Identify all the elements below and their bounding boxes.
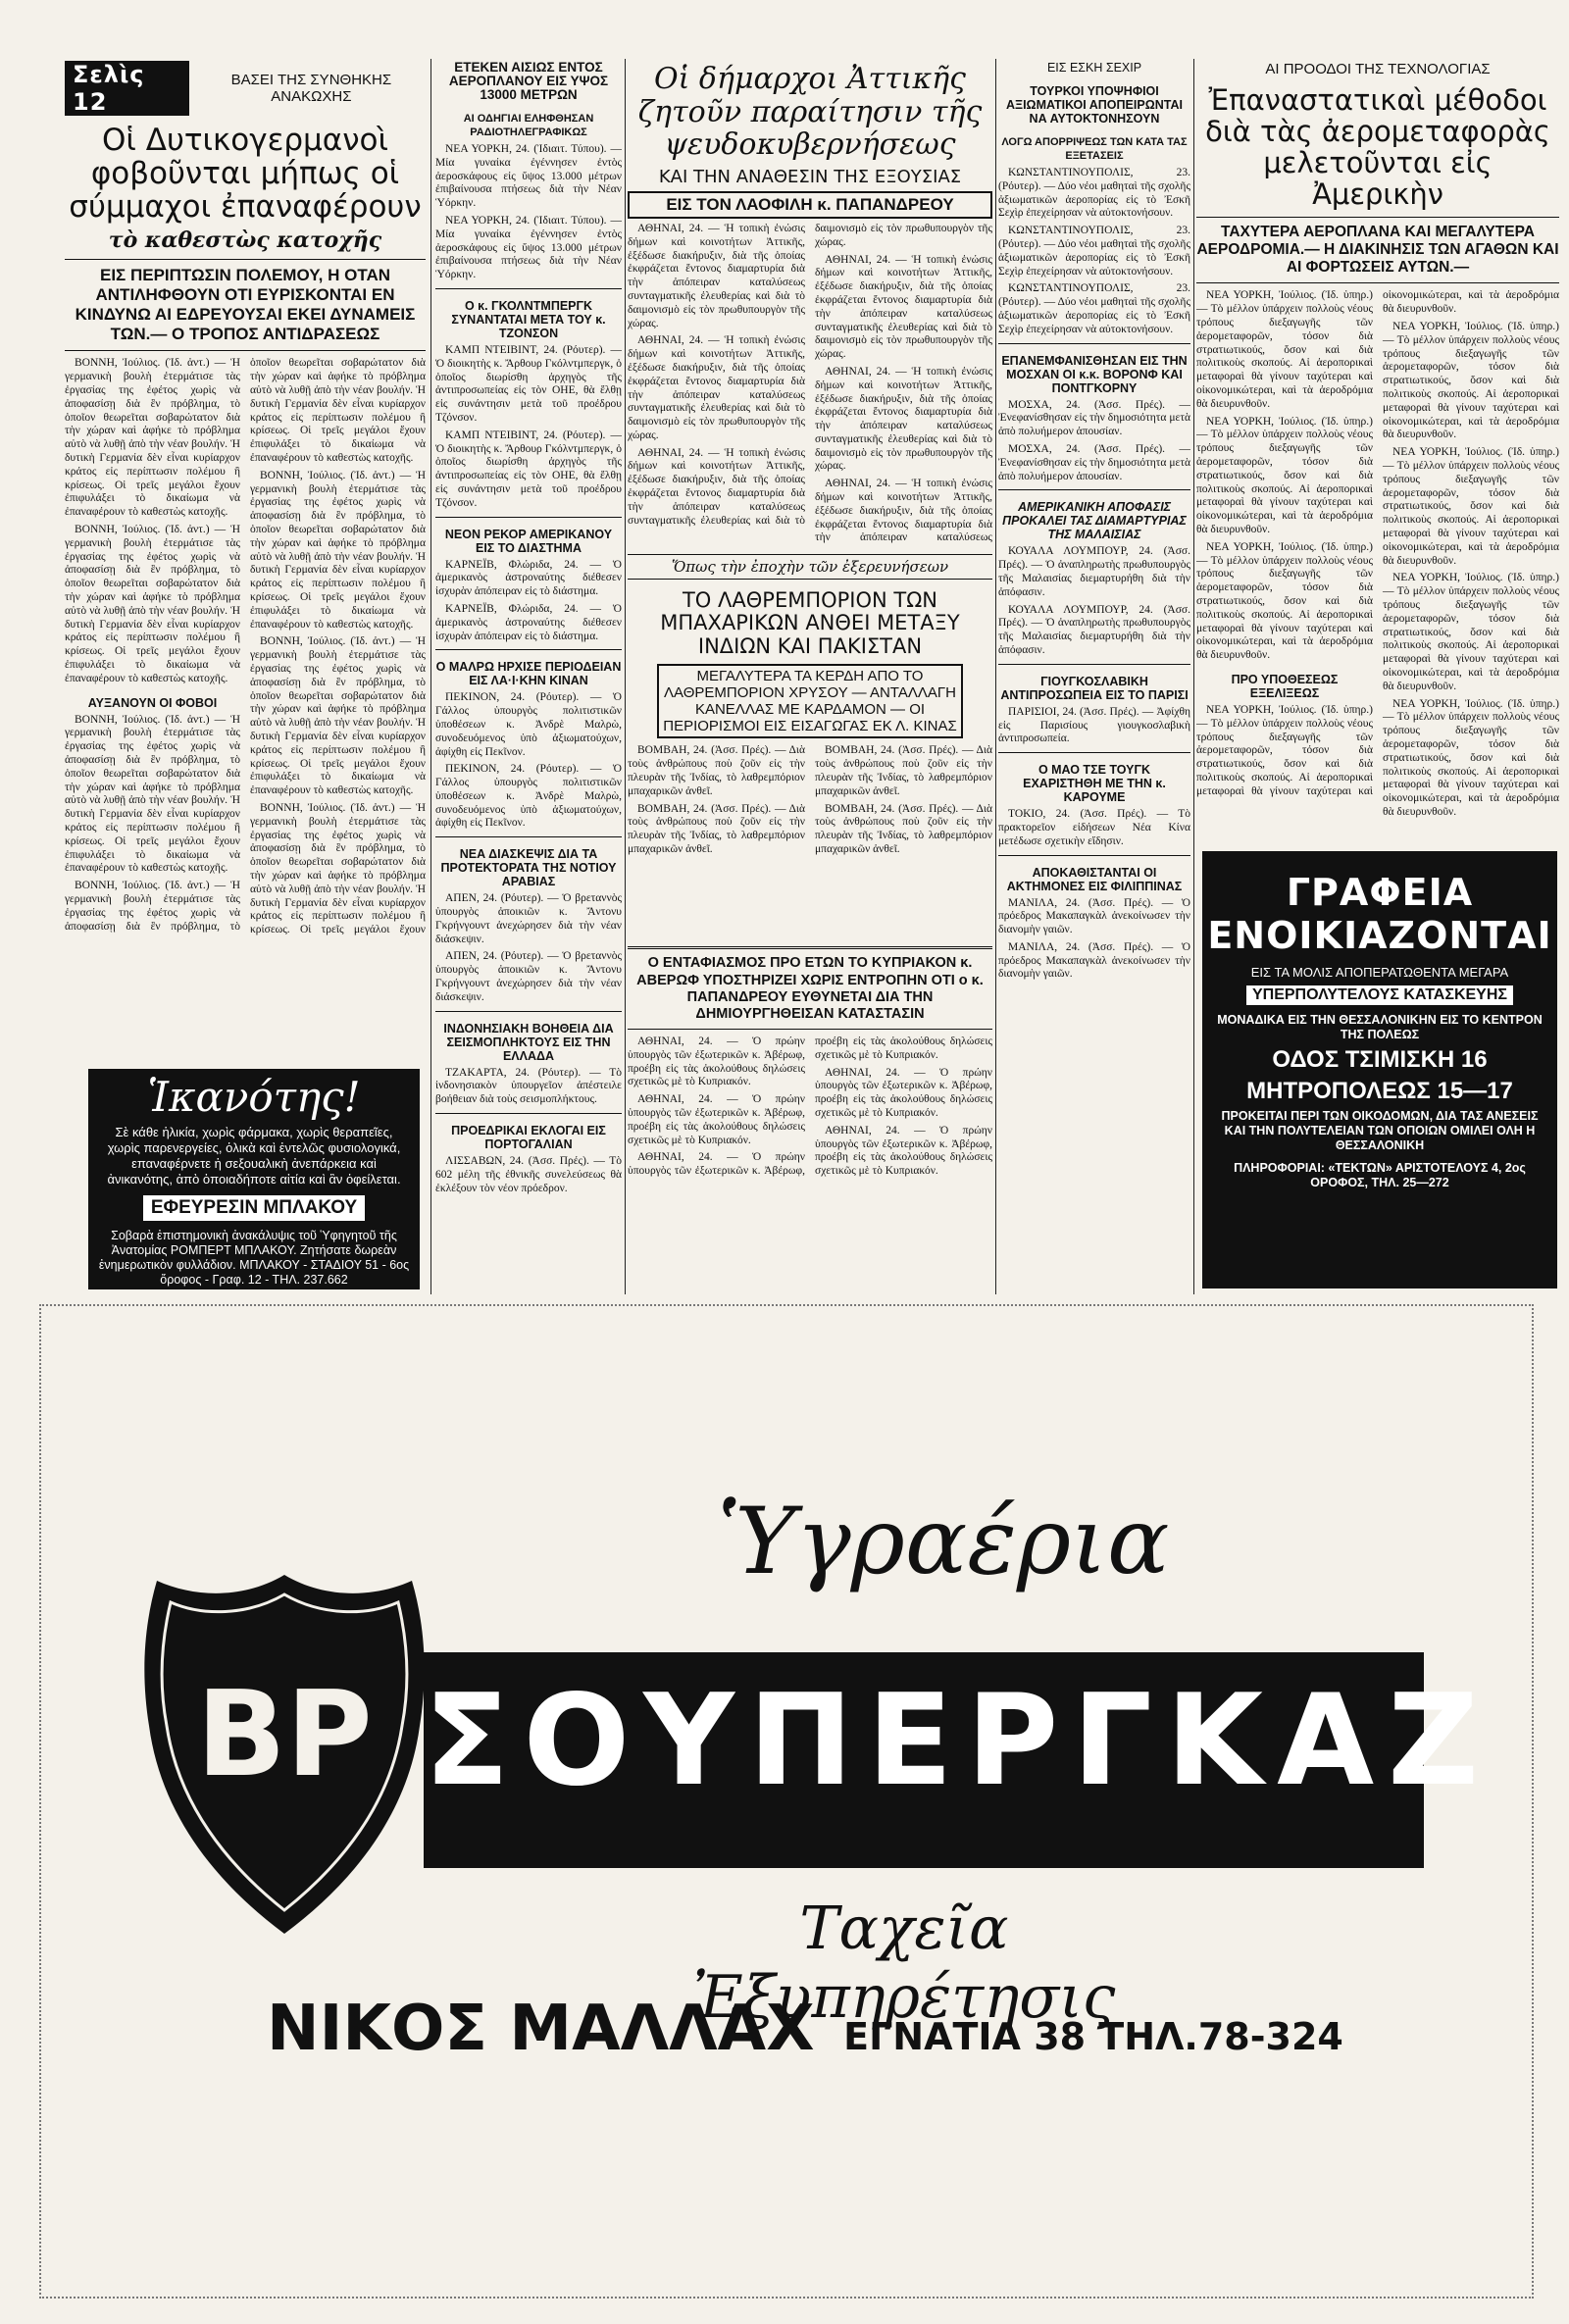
page-number: Σελὶς 12 <box>65 61 189 116</box>
brief-paragraph: ΤΟΚΙΟ, 24. (Ἀσσ. Πρές). — Τὸ πρακτορεῖον εἰδήσεων Νέα Κίνα μετέδωσε σχετικὴν εἴδησιν. <box>998 808 1190 847</box>
article-kicker: ΑΙ ΠΡΟΟΔΟΙ ΤΗΣ ΤΕΧΝΟΛΟΓΙΑΣ <box>1265 61 1491 77</box>
advertisement-bp-supergas <box>39 1304 1534 2299</box>
brief-paragraph: ΚΟΥΑΛΑ ΛΟΥΜΠΟΥΡ, 24. (Ἀσσ. Πρές). — Ὁ ἀναπληρωτὴς πρωθυπουργὸς τῆς Μαλαισίας διεμαρτυρήθη διὰ τὴν ἀπόφασιν. <box>998 545 1190 598</box>
article-paragraph: ΑΘΗΝΑΙ, 24. — Ἡ τοπικὴ ἐνώσις δήμων καὶ κοινοτήτων Ἀττικῆς, ἐξέδωσε διακήρυξιν, διὰ τῆς ὁποίας ἐκφράζεται ἔντονος διαμαρτυρία διὰ τὴν ἀπόπειραν καταλύσεως <box>815 478 992 544</box>
ad-address: ΜΗΤΡΟΠΟΛΕΩΣ 15—17 <box>1246 1078 1513 1104</box>
section-note: Ὅπως τὴν ἐποχὴν τῶν ἐξερευνήσεων <box>628 554 992 580</box>
brief-kicker: ΕΙΣ ΕΣΚΗ ΣΕΧΙΡ <box>1046 61 1142 75</box>
article-paragraph: ΝΕΑ ΥΟΡΚΗ, Ἰούλιος. (Ἰδ. ὑπηρ.) — Τὸ μέλλον ὑπάρχειν πολλοὺς νέους τρόπους διεξαγωγῆς τῶν ἀερομεταφορῶν, τόσον διὰ στρατιωτικούς, ὅσον καὶ διὰ πολιτικοὺς σκοπούς. Αἱ ἀεροπορικαὶ μεταφοραὶ θὰ γίνουν ταχύτεραι καὶ οἰκονομικώτεραι, καὶ τὰ ἀεροδρόμια θὰ διευρυνθοῦν. <box>1196 289 1559 797</box>
brief-heading: ΑΠΟΚΑΘΙΣΤΑΝΤΑΙ ΟΙ ΑΚΤΗΜΟΝΕΣ ΕΙΣ ΦΙΛΙΠΠΙΝΑΣ <box>1006 865 1183 893</box>
article-paragraph: ΑΘΗΝΑΙ, 24. — Ὁ πρώην ὑπουργὸς τῶν ἐξωτερικῶν κ. Ἀβέρωφ, προέβη εἰς τὰς ἀκολούθους δηλώσεις σχετικῶς μὲ τὸ Κυπριακόν. <box>628 1093 805 1146</box>
ad-line: ΕΙΣ ΤΑ ΜΟΛΙΣ ΑΠΟΠΕΡΑΤΩΘΕΝΤΑ ΜΕΓΑΡΑ <box>1250 965 1509 980</box>
headline-subtitle: τὸ καθεστὼς κατοχῆς <box>108 227 382 254</box>
news-briefs-column <box>435 61 622 1296</box>
article-paragraph: ΑΘΗΝΑΙ, 24. — Ἡ τοπικὴ ἐνώσις δήμων καὶ κοινοτήτων Ἀττικῆς, ἐξέδωσε διακήρυξιν, διὰ τῆς ὁποίας ἐκφράζεται ἔντονος διαμαρτυρία διὰ τὴν ἀπόπειραν καταλύσεως συνταγματικῆς ἐλευθερίας καὶ διὰ τὸ δαιμονισμὸ εἰς τὸν πρωθυπουργὸν τῆς χώρας. <box>628 334 805 441</box>
brand-band <box>424 1652 1493 1868</box>
ad-tagline: Ταχεῖα Ἐξυπηρέτησις <box>692 1895 1116 2032</box>
ad-line: ΜΟΝΑΔΙΚΑ ΕΙΣ ΤΗΝ ΘΕΣΣΑΛΟΝΙΚΗΝ ΕΙΣ ΤΟ ΚΕΝΤΡΟΝ ΤΗΣ ΠΟΛΕΩΣ <box>1217 1013 1543 1041</box>
article-paragraph: ΒΟΜΒΑΗ, 24. (Ἀσσ. Πρές). — Διὰ τοὺς ἀνθρώπους ποὺ ζοῦν εἰς τὴν πλευρὰν τῆς Ἰνδίας, τὸ λαθρεμπόριον μπαχαρικῶν ἀνθεῖ. <box>815 744 992 797</box>
article-paragraph: ΒΟΜΒΑΗ, 24. (Ἀσσ. Πρές). — Διὰ τοὺς ἀνθρώπους ποὺ ζοῦν εἰς τὴν πλευρὰν τῆς Ἰνδίας, τὸ λαθρεμπόριον μπαχαρικῶν ἀνθεῖ. <box>628 744 805 797</box>
brief-paragraph: ΠΕΚΙΝΟΝ, 24. (Ρόυτερ). — Ὁ Γάλλος ὑπουργὸς πολιτιστικῶν ὑποθέσεων κ. Ἀνδρὲ Μαλρὼ, συνοδευόμενος ὑπὸ ἀξιωματούχων, ἀφίχθη εἰς Πεκῖνον. <box>435 763 622 830</box>
column-divider <box>430 59 431 1294</box>
brief-heading: ΓΙΟΥΓΚΟΣΛΑΒΙΚΗ ΑΝΤΙΠΡΟΣΩΠΕΙΑ ΕΙΣ ΤΟ ΠΑΡΙΣΙ <box>1000 674 1189 702</box>
brief-paragraph: ΚΩΝΣΤΑΝΤΙΝΟΥΠΟΛΙΣ, 23. (Ρόυτερ). — Δύο νέοι μαθηταὶ τῆς σχολῆς ἀξιωματικῶν ἀεροπορίας εἰς τὸ Ἐσκῆ Σεχὶρ ἐπεχείρησαν νὰ αὐτοκτονήσουν. <box>998 282 1190 335</box>
brief-paragraph: ΜΟΣΧΑ, 24. (Ἀσσ. Πρές). — Ἐνεφανίσθησαν εἰς τὴν δημοσιότητα μετὰ ἀπὸ πολυήμερον ἀπουσίαν. <box>998 442 1190 482</box>
column-divider <box>995 59 996 1294</box>
brief-subheading: ΛΟΓΩ ΑΠΟΡΡΙΨΕΩΣ ΤΩΝ ΚΑΤΑ ΤΑΣ ΕΞΕΤΑΣΕΙΣ <box>1001 136 1188 162</box>
bp-shield-logo <box>137 1569 431 1942</box>
brief-paragraph: ΚΑΜΠ ΝΤΕΙΒΙΝΤ, 24. (Ρόυτερ). — Ὁ διοικητὴς κ. Ἄρθουρ Γκόλντμπεργκ, ὁ ὁποῖος διωρίσθη ἀρχηγὸς τῆς ἀντιπροσωπείας εἰς τὸν ΟΗΕ, θὰ ἔλθῃ εἰς συνάντησιν μετὰ τοῦ προέδρου Τζόνσον. <box>435 429 622 509</box>
brief-paragraph: ΚΩΝΣΤΑΝΤΙΝΟΥΠΟΛΙΣ, 23. (Ρόυτερ). — Δύο νέοι μαθηταὶ τῆς σχολῆς ἀξιωματικῶν ἀεροπορίας εἰς τὸ Ἐσκῆ Σεχὶρ ἐπεχείρησαν νὰ αὐτοκτονήσουν. <box>998 225 1190 278</box>
brief-paragraph: ΠΕΚΙΝΟΝ, 24. (Ρόυτερ). — Ὁ Γάλλος ὑπουργὸς πολιτιστικῶν ὑποθέσεων κ. Ἀνδρὲ Μαλρὼ, συνοδευόμενος ὑπὸ ἀξιωματούχων, ἀφίχθη εἰς Πεκῖνον. <box>435 691 622 758</box>
brief-paragraph: ΚΑΜΠ ΝΤΕΙΒΙΝΤ, 24. (Ρόυτερ). — Ὁ διοικητὴς κ. Ἄρθουρ Γκόλντμπεργκ, ὁ ὁποῖος διωρίσθη ἀρχηγὸς τῆς ἀντιπροσωπείας εἰς τὸν ΟΗΕ, θὰ ἔλθῃ εἰς συνάντησιν μετὰ τοῦ προέδρου Τζόνσον. <box>435 343 622 424</box>
ad-script-title: Ὑγραέρια <box>717 1489 1170 1595</box>
ad-address: ΟΔΟΣ ΤΣΙΜΙΣΚΗ 16 <box>1272 1046 1488 1073</box>
subheadline-boxed: ΕΙΣ ΤΟΝ ΛΑΟΦΙΛΗ κ. ΠΑΠΑΝΔΡΕΟΥ <box>628 191 992 219</box>
ad-contact: Σοβαρὰ ἐπιστημονικὴ ἀνακάλυψις τοῦ Ὑφηγητοῦ τῆς Ἀνατομίας ΡΟΜΠΕΡΤ ΜΠΛΑΚΟΥ. Ζητήσατε δωρεὰν ἐνημερωτικὸν φυλλάδιον. ΜΠΛΑΚΟΥ - ΣΤΑΔΙΟΥ 51 - 6ος ὄροφος - Γραφ. 12 - ΤΗΛ. 237.662 <box>98 1229 410 1287</box>
article-paragraph: ΝΕΑ ΥΟΡΚΗ, Ἰούλιος. (Ἰδ. ὑπηρ.) — Τὸ μέλλον ὑπάρχειν πολλοὺς νέους τρόπους διεξαγωγῆς τῶν ἀερομεταφορῶν, τόσον διὰ στρατιωτικούς, ὅσον καὶ διὰ πολιτικοὺς σκοπούς. Αἱ ἀεροπορικαὶ μεταφοραὶ θὰ γίνουν ταχύτεραι καὶ οἰκονομικώτεραι, καὶ τὰ ἀεροδρόμια θὰ διευρυνθοῦν. <box>1383 446 1559 567</box>
brief-paragraph: ΛΙΣΣΑΒΩΝ, 24. (Ἀσσ. Πρές). — Τὸ 602 μέλη τῆς ἐθνικῆς συνελεύσεως θὰ ἐκλέξουν τὸν νέον πρόεδρον. <box>435 1155 622 1194</box>
article-paragraph: ΑΘΗΝΑΙ, 24. — Ὁ πρώην ὑπουργὸς τῶν ἐξωτερικῶν κ. Ἀβέρωφ, προέβη εἰς τὰς ἀκολούθους δηλώσεις σχετικῶς μὲ τὸ Κυπριακόν. <box>628 1035 992 1178</box>
dealer-line <box>267 1993 1345 2065</box>
article-paragraph: ΝΕΑ ΥΟΡΚΗ, Ἰούλιος. (Ἰδ. ὑπηρ.) — Τὸ μέλλον ὑπάρχειν πολλοὺς νέους τρόπους διεξαγωγῆς τῶν ἀερομεταφορῶν, τόσον διὰ στρατιωτικούς, ὅσον καὶ διὰ πολιτικοὺς σκοπούς. Αἱ ἀεροπορικαὶ μεταφοραὶ θὰ γίνουν ταχύτεραι καὶ οἰκονομικώτεραι, καὶ τὰ ἀεροδρόμια θὰ διευρυνθοῦν. <box>1383 321 1559 441</box>
article-body-cyprus <box>628 1036 992 1281</box>
dealer-name: ΝΙΚΟΣ ΜΑΛΛΑΧ <box>267 1993 815 2065</box>
subheadline: ΕΙΣ ΠΕΡΙΠΤΩΣΙΝ ΠΟΛΕΜΟΥ, Η ΟΤΑΝ ΑΝΤΙΛΗΦΘΟΥΝ ΟΤΙ ΕΥΡΙΣΚΟΝΤΑΙ ΕΝ ΚΙΝΔΥΝΩ ΑΙ ΕΔΡΕΥΟΥΣΑΙ ΕΚΕΙ ΔΥΝΑΜΕΙΣ ΤΩΝ.— Ο ΤΡΟΠΟΣ ΑΝΤΙΔΡΑΣΕΩΣ <box>75 266 416 344</box>
ad-text: Σὲ κάθε ἡλικία, χωρὶς φάρμακα, χωρὶς θεραπεῖες, χωρὶς παρενεργείες, ὁλικὰ καὶ ἐντελῶς φυσιολογικά, επαναφέρνετε ἡ σεξουαλικὴ ἀνεπάρκεια καὶ ἀνικανότης, ἀπὸ ὁποιαδήποτε αἰτία καὶ ἂν ὀφείλεται. <box>107 1125 401 1187</box>
article-paragraph: ΒΟΝΝΗ, Ἰούλιος. (Ἰδ. ἀντ.) — Ἡ γερμανικὴ βουλὴ ἐτερμάτισε τὰς ἐργασίας της ἐφέτος χωρὶς νὰ ἀποφασίσῃ διὰ ἓν πρόβλημα, τὸ ὁποῖον θεωρεῖται σοβαρώτατον διὰ τὴν χώραν καὶ ἀφήκε τὸ πρόβλημα αὐτὸ νὰ λυθῇ ἀπὸ τὴν νέαν βουλήν. Ἡ δυτικὴ Γερμανία δὲν εἶναι κυρίαρχον κράτος εἰς περίπτωσιν πολέμου ἢ κρίσεως. Οἱ τρεῖς μεγάλοι ἔχουν ἐπιφυλάξει τὸ δικαίωμα νὰ ἐπαναφέρουν τὸ καθεστὼς κατοχῆς. <box>250 469 426 631</box>
article-paragraph: ΑΘΗΝΑΙ, 24. — Ἡ τοπικὴ ἐνώσις δήμων καὶ κοινοτήτων Ἀττικῆς, ἐξέδωσε διακήρυξιν, διὰ τῆς ὁποίας ἐκφράζεται ἔντονος διαμαρτυρία διὰ τὴν ἀπόπειραν καταλύσεως συνταγματικῆς ἐλευθερίας καὶ διὰ τὸ δαιμονισμὸ εἰς τὸν πρωθυπουργὸν τῆς χώρας. <box>628 222 992 527</box>
subheadline: ΚΑΙ ΤΗΝ ΑΝΑΘΕΣΙΝ ΤΗΣ ΕΞΟΥΣΙΑΣ <box>658 166 962 187</box>
headline: Οἱ Δυτικογερμανοὶ φοβοῦνται μήπως οἱ σύμμαχοι ἐπαναφέρουν <box>69 123 422 226</box>
ad-line-highlight: ΥΠΕΡΠΟΛΥΤΕΛΟΥΣ ΚΑΤΑΣΚΕΥΗΣ <box>1246 985 1513 1005</box>
column-divider <box>1193 59 1194 1294</box>
brief-heading: Ο ΜΑΛΡΩ ΗΡΧΙΣΕ ΠΕΡΙΟΔΕΙΑΝ ΕΙΣ ΛΑ·Ι·ΚΗΝ ΚΙΝΑΝ <box>435 660 622 688</box>
article-paragraph: ΝΕΑ ΥΟΡΚΗ, Ἰούλιος. (Ἰδ. ὑπηρ.) — Τὸ μέλλον ὑπάρχειν πολλοὺς νέους τρόπους διεξαγωγῆς τῶν ἀερομεταφορῶν, τόσον διὰ στρατιωτικούς, ὅσον καὶ διὰ πολιτικοὺς σκοπούς. Αἱ ἀεροπορικαὶ μεταφοραὶ θὰ γίνουν ταχύτεραι καὶ οἰκονομικώτεραι, καὶ τὰ ἀεροδρόμια θὰ διευρυνθοῦν. <box>1196 289 1373 410</box>
article-mayors <box>628 61 992 1296</box>
article-paragraph: ΒΟΝΝΗ, Ἰούλιος. (Ἰδ. ἀντ.) — Ἡ γερμανικὴ βουλὴ ἐτερμάτισε τὰς ἐργασίας της ἐφέτος χωρὶς νὰ ἀποφασίσῃ διὰ ἓν πρόβλημα, τὸ ὁποῖον θεωρεῖται σοβαρώτατον διὰ τὴν χώραν καὶ ἀφήκε τὸ πρόβλημα αὐτὸ νὰ λυθῇ ἀπὸ τὴν νέαν βουλήν. Ἡ δυτικὴ Γερμανία δὲν εἶναι κυρίαρχον κράτος εἰς περίπτωσιν πολέμου ἢ κρίσεως. Οἱ τρεῖς μεγάλοι ἔχουν ἐπιφυλάξει τὸ δικαίωμα νὰ ἐπαναφέρουν τὸ καθεστὼς κατοχῆς. <box>65 713 240 875</box>
brief-heading: ΠΡΟΕΔΡΙΚΑΙ ΕΚΛΟΓΑΙ ΕΙΣ ΠΟΡΤΟΓΑΛΙΑΝ <box>451 1124 606 1152</box>
brand-name: ΣΟΥΠΕΡΓΚΑΖ <box>424 1668 1493 1814</box>
article-subheading: ΠΡΟ ΥΠΟΘΕΣΕΩΣ ΕΞΕΛΙΞΕΩΣ <box>1231 672 1339 700</box>
article-paragraph: ΒΟΝΝΗ, Ἰούλιος. (Ἰδ. ἀντ.) — Ἡ γερμανικὴ βουλὴ ἐτερμάτισε τὰς ἐργασίας της ἐφέτος χωρὶς νὰ ἀποφασίσῃ διὰ ἓν πρόβλημα, τὸ ὁποῖον θεωρεῖται σοβαρώτατον διὰ τὴν χώραν καὶ ἀφήκε τὸ πρόβλημα αὐτὸ νὰ λυθῇ ἀπὸ τὴν νέαν βουλήν. Ἡ δυτικὴ Γερμανία δὲν εἶναι κυρίαρχον κράτος εἰς περίπτωσιν πολέμου ἢ κρίσεως. Οἱ τρεῖς μεγάλοι ἔχουν ἐπιφυλάξει τὸ δικαίωμα νὰ ἐπαναφέρουν τὸ καθεστὼς κατοχῆς. <box>65 357 240 519</box>
bp-logo-text: BP <box>196 1667 373 1803</box>
brief-paragraph: ΤΖΑΚΑΡΤΑ, 24. (Ρόυτερ). — Τὸ ἰνδονησιακὸν ὑπουργεῖον ἀπέστειλε βοήθειαν διὰ τοὺς σεισμοπλήκτους. <box>435 1066 622 1106</box>
brief-paragraph: ΚΑΡΝΕΪΒ, Φλώριδα, 24. — Ὁ ἀμερικανὸς ἀστροναύτης διέθεσεν ἰσχυρὰν ἀπόπειραν εἰς τὸ διάστημα. <box>435 602 622 642</box>
brief-subheading: ΑΙ ΟΔΗΓΙΑΙ ΕΛΗΦΘΗΣΑΝ ΡΑΔΙΟΤΗΛΕΓΡΑΦΙΚΩΣ <box>463 113 594 138</box>
brief-heading: ΕΠΑΝΕΜΦΑΝΙΣΘΗΣΑΝ ΕΙΣ ΤΗΝ ΜΟΣΧΑΝ ΟΙ κ.κ. ΒΟΡΟΝΦ ΚΑΙ ΠΟΝΤΓΚΟΡΝΥ <box>1001 353 1188 395</box>
article-paragraph: ΝΕΑ ΥΟΡΚΗ, Ἰούλιος. (Ἰδ. ὑπηρ.) — Τὸ μέλλον ὑπάρχειν πολλοὺς νέους τρόπους διεξαγωγῆς τῶν ἀερομεταφορῶν, τόσον διὰ στρατιωτικούς, ὅσον καὶ διὰ πολιτικοὺς σκοπούς. Αἱ ἀεροπορικαὶ μεταφοραὶ θὰ γίνουν ταχύτεραι καὶ οἰκονομικώτεραι, καὶ τὰ ἀεροδρόμια θὰ διευρυνθοῦν. <box>1383 697 1559 818</box>
article-paragraph: ΒΟΝΝΗ, Ἰούλιος. (Ἰδ. ἀντ.) — Ἡ γερμανικὴ βουλὴ ἐτερμάτισε τὰς ἐργασίας της ἐφέτος χωρὶς νὰ ἀποφασίσῃ διὰ ἓν πρόβλημα, τὸ ὁποῖον θεωρεῖται σοβαρώτατον διὰ τὴν χώραν καὶ ἀφήκε τὸ πρόβλημα αὐτὸ νὰ λυθῇ ἀπὸ τὴν νέαν βουλήν. Ἡ δυτικὴ Γερμανία δὲν εἶναι κυρίαρχον κράτος εἰς περίπτωσιν πολέμου ἢ κρίσεως. Οἱ τρεῖς μεγάλοι ἔχουν <box>250 801 426 936</box>
brief-heading: ΕΤΕΚΕΝ ΑΙΣΙΩΣ ΕΝΤΟΣ ΑΕΡΟΠΛΑΝΟΥ ΕΙΣ ΥΨΟΣ 13000 ΜΕΤΡΩΝ <box>448 61 609 102</box>
brief-paragraph: ΠΑΡΙΣΙΟΙ, 24. (Ἀσσ. Πρές). — Ἀφίχθη εἰς Παρισίους γιουγκοσλαβικὴ ἀντιπροσωπεία. <box>998 705 1190 745</box>
ad-line: ΠΡΟΚΕΙΤΑΙ ΠΕΡΙ ΤΩΝ ΟΙΚΟΔΟΜΩΝ, ΔΙΑ ΤΑΣ ΑΝΕΣΕΙΣ ΚΑΙ ΤΗΝ ΠΟΛΥΤΕΛΕΙΑΝ ΤΩΝ ΟΠΟΙΩΝ ΟΜΙΛΕΙ ΟΛΗ Η ΘΕΣΣΑΛΟΝΙΚΗ <box>1221 1109 1539 1152</box>
brief-paragraph: ΜΑΝΙΛΑ, 24. (Ἀσσ. Πρές). — Ὁ πρόεδρος Μακαπαγκὰλ ἀνεκοίνωσεν τὴν διανομὴν γαιῶν. <box>998 940 1190 981</box>
subheadline: ΤΑΧΥΤΕΡΑ ΑΕΡΟΠΛΑΝΑ ΚΑΙ ΜΕΓΑΛΥΤΕΡΑ ΑΕΡΟΔΡΟΜΙΑ.— Η ΔΙΑΚΙΝΗΣΙΣ ΤΩΝ ΑΓΑΘΩΝ ΚΑΙ ΑΙ ΦΟΡΤΩΣΕΙΣ ΑΥΤΩΝ.— <box>1196 223 1559 277</box>
article-paragraph: ΝΕΑ ΥΟΡΚΗ, Ἰούλιος. (Ἰδ. ὑπηρ.) — Τὸ μέλλον ὑπάρχειν πολλοὺς νέους τρόπους διεξαγωγῆς τῶν ἀερομεταφορῶν, τόσον διὰ στρατιωτικούς, ὅσον καὶ διὰ πολιτικοὺς σκοπούς. Αἱ ἀεροπορικαὶ μεταφοραὶ θὰ γίνουν ταχύτεραι καὶ οἰκονομικώτεραι, καὶ τὰ ἀεροδρόμια θὰ διευρυνθοῦν. <box>1196 540 1373 662</box>
article-germany <box>65 61 426 945</box>
article-paragraph: ΑΘΗΝΑΙ, 24. — Ἡ τοπικὴ ἐνώσις δήμων καὶ κοινοτήτων Ἀττικῆς, ἐξέδωσε διακήρυξιν, διὰ τῆς ὁποίας ἐκφράζεται ἔντονος διαμαρτυρία διὰ τὴν ἀπόπειραν καταλύσεως συνταγματικῆς ἐλευθερίας καὶ διὰ τὸ δαιμονισμὸ εἰς τὸν πρωθυπουργὸν τῆς χώρας. <box>815 365 992 473</box>
brief-paragraph: ΑΠΕΝ, 24. (Ρόυτερ). — Ὁ βρεταννὸς ὑπουργὸς ἀποικιῶν κ. Ἄντονυ Γκρήνγουντ ἀνεχώρησεν διὰ τὴν νέαν διάσκεψιν. <box>435 950 622 1003</box>
article-kicker: ΒΑΣΕΙ ΤΗΣ ΣΥΝΘΗΚΗΣ ΑΝΑΚΩΧΗΣ <box>230 72 392 105</box>
article-paragraph: ΒΟΜΒΑΗ, 24. (Ἀσσ. Πρές). — Διὰ τοὺς ἀνθρώπους ποὺ ζοῦν εἰς τὴν πλευρὰν τῆς Ἰνδίας, τὸ λαθρεμπόριον μπαχαρικῶν ἀνθεῖ. <box>815 802 992 856</box>
advertisement-ikanotis <box>88 1069 420 1289</box>
article-paragraph: ΒΟΝΝΗ, Ἰούλιος. (Ἰδ. ἀντ.) — Ἡ γερμανικὴ βουλὴ ἐτερμάτισε τὰς ἐργασίας της ἐφέτος χωρὶς νὰ ἀποφασίσῃ διὰ ἓν πρόβλημα, τὸ ὁποῖον θεωρεῖται σοβαρώτατον διὰ τὴν χώραν καὶ ἀφήκε τὸ πρόβλημα αὐτὸ νὰ λυθῇ ἀπὸ τὴν νέαν βουλήν. Ἡ δυτικὴ Γερμανία δὲν εἶναι κυρίαρχον κράτος εἰς περίπτωσιν πολέμου ἢ κρίσεως. Οἱ τρεῖς μεγάλοι ἔχουν ἐπιφυλάξει τὸ δικαίωμα νὰ ἐπαναφέρουν τὸ καθεστὼς κατοχῆς. <box>65 524 240 684</box>
headline: Ἐπαναστατικαὶ μέθοδοι διὰ τὰς ἀερομεταφορὰς μελετοῦνται εἰς Ἀμερικὴν <box>1205 83 1550 211</box>
article-paragraph: ΑΘΗΝΑΙ, 24. — Ὁ πρώην ὑπουργὸς τῶν ἐξωτερικῶν κ. Ἀβέρωφ, προέβη εἰς τὰς ἀκολούθους δηλώσεις σχετικῶς μὲ τὸ Κυπριακόν. <box>628 1035 805 1088</box>
brief-heading: ΝΕΑ ΔΙΑΣΚΕΨΙΣ ΔΙΑ ΤΑ ΠΡΟΤΕΚΤΟΡΑΤΑ ΤΗΣ ΝΟΤΙΟΥ ΑΡΑΒΙΑΣ <box>440 847 617 889</box>
article-paragraph: ΑΘΗΝΑΙ, 24. — Ἡ τοπικὴ ἐνώσις δήμων καὶ κοινοτήτων Ἀττικῆς, ἐξέδωσε διακήρυξιν, διὰ τῆς ὁποίας ἐκφράζεται ἔντονος διαμαρτυρία διὰ τὴν ἀπόπειραν καταλύσεως συνταγματικῆς ἐλευθερίας καὶ διὰ τὸ δαιμονισμὸ εἰς τὸν πρωθυπουργὸν τῆς χώρας. <box>628 222 805 329</box>
ad-contact: ΠΛΗΡΟΦΟΡΙΑΙ: «ΤΕΚΤΩΝ» ΑΡΙΣΤΟΤΕΛΟΥΣ 4, 2ος ΟΡΟΦΟΣ, ΤΗΛ. 25—272 <box>1234 1161 1526 1189</box>
advertisement-offices <box>1202 851 1557 1288</box>
headline: Οἱ δήμαρχοι Ἀττικῆς ζητοῦν παραίτησιν τῆς ψευδοκυβερνήσεως <box>637 62 983 163</box>
brief-paragraph: ΝΕΑ ΥΟΡΚΗ, 24. (Ἰδιαιτ. Τύπου). — Μία γυναίκα ἐγέννησεν ἐντὸς ἀεροσκάφους εἰς ὕψος 13.000 μέτρων ἐπιβαίνουσα πτήσεως διὰ τὴν Νέαν Ὑόρκην. <box>435 214 622 281</box>
brief-heading: Ο ΜΑΟ ΤΣΕ ΤΟΥΓΚ ΕΧΑΡΙΣΤΗΘΗ ΜΕ ΤΗΝ κ. ΚΑΡΟΥΜΕ <box>1023 763 1166 805</box>
article-body <box>65 357 426 945</box>
article-paragraph: ΒΟΝΝΗ, Ἰούλιος. (Ἰδ. ἀντ.) — Ἡ γερμανικὴ βουλὴ ἐτερμάτισε τὰς ἐργασίας της ἐφέτος χωρὶς νὰ ἀποφασίσῃ διὰ ἓν πρόβλημα, τὸ ὁποῖον θεωρεῖται σοβαρώτατον διὰ τὴν χώραν καὶ ἀφήκε τὸ πρόβλημα αὐτὸ νὰ λυθῇ ἀπὸ τὴν νέαν βουλήν. Ἡ δυτικὴ Γερμανία δὲν εἶναι κυρίαρχον κράτος εἰς περίπτωσιν πολέμου ἢ κρίσεως. Οἱ τρεῖς μεγάλοι ἔχουν ἐπιφυλάξει τὸ δικαίωμα νὰ ἐπαναφέρουν τὸ καθεστὼς κατοχῆς. <box>250 635 426 797</box>
brief-paragraph: ΜΟΣΧΑ, 24. (Ἀσσ. Πρές). — Ἐνεφανίσθησαν εἰς τὴν δημοσιότητα μετὰ ἀπὸ πολυήμερον ἀπουσίαν. <box>998 398 1190 438</box>
news-briefs-column-2 <box>998 61 1190 1296</box>
brief-paragraph: ΚΑΡΝΕΪΒ, Φλώριδα, 24. — Ὁ ἀμερικανὸς ἀστροναύτης διέθεσεν ἰσχυρὰν ἀπόπειραν εἰς τὸ διάστημα. <box>435 558 622 598</box>
ad-title: Ἱκανότης! <box>147 1073 361 1121</box>
brief-text <box>435 143 622 282</box>
dealer-address: ΕΓΝΑΤΙΑ 38 ΤΗΛ.78-324 <box>843 2015 1343 2058</box>
brief-paragraph: ΑΠΕΝ, 24. (Ρόυτερ). — Ὁ βρεταννὸς ὑπουργὸς ἀποικιῶν κ. Ἄντονυ Γκρήνγουντ ἀνεχώρησεν διὰ τὴν νέαν διάσκεψιν. <box>435 892 622 945</box>
ad-title: ΓΡΑΦΕΙΑ ΕΝΟΙΚΙΑΖΟΝΤΑΙ <box>1207 871 1552 957</box>
brief-heading: ΙΝΔΟΝΗΣΙΑΚΗ ΒΟΗΘΕΙΑ ΔΙΑ ΣΕΙΣΜΟΠΛΗΚΤΟΥΣ ΕΙΣ ΤΗΝ ΕΛΛΑΔΑ <box>443 1021 614 1063</box>
article-paragraph: ΑΘΗΝΑΙ, 24. — Ὁ πρώην ὑπουργὸς τῶν ἐξωτερικῶν κ. Ἀβέρωφ, προέβη εἰς τὰς ἀκολούθους δηλώσεις σχετικῶς μὲ τὸ Κυπριακόν. <box>815 1124 992 1178</box>
article-paragraph: ΑΘΗΝΑΙ, 24. — Ὁ πρώην ὑπουργὸς τῶν ἐξωτερικῶν κ. Ἀβέρωφ, προέβη εἰς τὰς ἀκολούθους δηλώσεις σχετικῶς μὲ τὸ Κυπριακόν. <box>815 1066 992 1119</box>
article-paragraph: ΝΕΑ ΥΟΡΚΗ, Ἰούλιος. (Ἰδ. ὑπηρ.) — Τὸ μέλλον ὑπάρχειν πολλοὺς νέους τρόπους διεξαγωγῆς τῶν ἀερομεταφορῶν, τόσον διὰ στρατιωτικούς, ὅσον καὶ διὰ πολιτικοὺς σκοπούς. Αἱ ἀεροπορικαὶ μεταφοραὶ θὰ γίνουν ταχύτεραι καὶ οἰκονομικώτεραι, καὶ τὰ ἀεροδρόμια θὰ διευρυνθοῦν. <box>1383 572 1559 692</box>
article-paragraph: ΝΕΑ ΥΟΡΚΗ, Ἰούλιος. (Ἰδ. ὑπηρ.) — Τὸ μέλλον ὑπάρχειν πολλοὺς νέους τρόπους διεξαγωγῆς τῶν ἀερομεταφορῶν, τόσον διὰ στρατιωτικούς, ὅσον καὶ διὰ πολιτικοὺς σκοπούς. Αἱ ἀεροπορικαὶ μεταφοραὶ θὰ γίνουν ταχύτεραι καὶ οἰκονομικώτεραι, καὶ τὰ ἀεροδρόμια θὰ διευρυνθοῦν. <box>1196 415 1373 535</box>
brief-paragraph: ΝΕΑ ΥΟΡΚΗ, 24. (Ἰδιαιτ. Τύπου). — Μία γυναίκα ἐγέννησεν ἐντὸς ἀεροσκάφους εἰς ὕψος 13.000 μέτρων ἐπιβαίνουσα πτήσεως διὰ τὴν Νέαν Ὑόρκην. <box>435 143 622 210</box>
headline-spices: ΤΟ ΛΑΘΡΕΜΠΟΡΙΟΝ ΤΩΝ ΜΠΑΧΑΡΙΚΩΝ ΑΝΘΕΙ ΜΕΤΑΞΥ ΙΝΔΙΩΝ ΚΑΙ ΠΑΚΙΣΤΑΝ <box>660 587 960 658</box>
article-body <box>628 223 992 546</box>
brief-paragraph: ΜΑΝΙΛΑ, 24. (Ἀσσ. Πρές). — Ὁ πρόεδρος Μακαπαγκὰλ ἀνεκοίνωσεν τὴν διανομὴν γαιῶν. <box>998 896 1190 936</box>
ad-brand: ΕΦΕΥΡΕΣΙΝ ΜΠΛΑΚΟΥ <box>143 1195 365 1221</box>
brief-heading: ΝΕΟΝ ΡΕΚΟΡ ΑΜΕΡΙΚΑΝΟΥ ΕΙΣ ΤΟ ΔΙΑΣΤΗΜΑ <box>444 527 613 555</box>
article-paragraph: ΒΟΝΝΗ, Ἰούλιος. (Ἰδ. ἀντ.) — Ἡ γερμανικὴ βουλὴ ἐτερμάτισε τὰς ἐργασίας της ἐφέτος χωρὶς νὰ ἀποφασίσῃ διὰ ἓν πρόβλημα, τὸ ὁποῖον θεωρεῖται σοβαρώτατον διὰ τὴν χώραν καὶ ἀφήκε τὸ πρόβλημα αὐτὸ νὰ λυθῇ ἀπὸ τὴν νέαν βουλήν. Ἡ δυτικὴ Γερμανία δὲν εἶναι κυρίαρχον κράτος εἰς περίπτωσιν πολέμου ἢ κρίσεως. Οἱ τρεῖς μεγάλοι ἔχουν ἐπιφυλάξει τὸ δικαίωμα νὰ ἐπαναφέρουν τὸ καθεστὼς κατοχῆς. <box>65 357 426 933</box>
article-paragraph: ΑΘΗΝΑΙ, 24. — Ἡ τοπικὴ ἐνώσις δήμων καὶ κοινοτήτων Ἀττικῆς, ἐξέδωσε διακήρυξιν, διὰ τῆς ὁποίας ἐκφράζεται ἔντονος διαμαρτυρία διὰ τὴν ἀπόπειραν καταλύσεως συνταγματικῆς ἐλευθερίας καὶ διὰ τὸ δαιμονισμὸ εἰς τὸν πρωθυπουργὸν τῆς χώρας. <box>815 253 992 361</box>
article-body-spices <box>628 744 992 940</box>
brief-heading: ΑΜΕΡΙΚΑΝΙΚΗ ΑΠΟΦΑΣΙΣ ΠΡΟΚΑΛΕΙ ΤΑΣ ΔΙΑΜΑΡΤΥΡΙΑΣ ΤΗΣ ΜΑΛΑΙΣΙΑΣ <box>1002 500 1187 542</box>
subheadline-spices: ΜΕΓΑΛΥΤΕΡΑ ΤΑ ΚΕΡΔΗ ΑΠΟ ΤΟ ΛΑΘΡΕΜΠΟΡΙΟΝ ΧΡΥΣΟΥ — ΑΝΤΑΛΛΑΓΗ ΚΑΝΕΛΛΑΣ ΜΕ ΚΑΡΔΑΜΟΝ — ΟΙ ΠΕΡΙΟΡΙΣΜΟΙ ΕΙΣ ΕΙΣΑΓΩΓΑΣ ΕΚ Λ. ΚΙΝΑΣ <box>657 664 963 738</box>
article-body <box>1196 289 1559 845</box>
brief-paragraph: ΚΩΝΣΤΑΝΤΙΝΟΥΠΟΛΙΣ, 23. (Ρόυτερ). — Δύο νέοι μαθηταὶ τῆς σχολῆς ἀξιωματικῶν ἀεροπορίας εἰς τὸ Ἐσκῆ Σεχὶρ ἐπεχείρησαν νὰ αὐτοκτονήσουν. <box>998 167 1190 220</box>
article-paragraph: ΒΟΜΒΑΗ, 24. (Ἀσσ. Πρές). — Διὰ τοὺς ἀνθρώπους ποὺ ζοῦν εἰς τὴν πλευρὰν τῆς Ἰνδίας, τὸ λαθρεμπόριον μπαχαρικῶν ἀνθεῖ. <box>628 802 805 856</box>
article-aviation <box>1196 61 1559 845</box>
brief-paragraph: ΚΟΥΑΛΑ ΛΟΥΜΠΟΥΡ, 24. (Ἀσσ. Πρές). — Ὁ ἀναπληρωτὴς πρωθυπουργὸς τῆς Μαλαισίας διεμαρτυρήθη διὰ τὴν ἀπόφασιν. <box>998 603 1190 656</box>
article-subheading: ΑΥΞΑΝΟΥΝ ΟΙ ΦΟΒΟΙ <box>87 695 218 710</box>
headline-cyprus: Ο ΕΝΤΑΦΙΑΣΜΟΣ ΠΡΟ ΕΤΩΝ ΤΟ ΚΥΠΡΙΑΚΟΝ κ. ΑΒΕΡΩΦ ΥΠΟΣΤΗΡΙΖΕΙ ΧΩΡΙΣ ΕΝΤΡΟΠΗΝ ΟΤΙ ο κ. ΠΑΠΑΝΔΡΕΟΥ ΕΥΘΥΝΕΤΑΙ ΔΙΑ ΤΗΝ ΔΗΜΙΟΥΡΓΗΘΕΙΣΑΝ ΚΑΤΑΣΤΑΣΙΝ <box>636 955 984 1022</box>
brief-heading: ΤΟΥΡΚΟΙ ΥΠΟΨΗΦΙΟΙ ΑΞΙΩΜΑΤΙΚΟΙ ΑΠΟΠΕΙΡΩΝΤΑΙ ΝΑ ΑΥΤΟΚΤΟΝΗΣΟΥΝ <box>1006 84 1183 126</box>
brief-heading: Ο κ. ΓΚΟΛΝΤΜΠΕΡΓΚ ΣΥΝΑΝΤΑΤΑΙ ΜΕΤΑ ΤΟΥ κ. ΤΖΟΝΣΟΝ <box>451 298 606 340</box>
column-divider <box>625 59 626 1294</box>
